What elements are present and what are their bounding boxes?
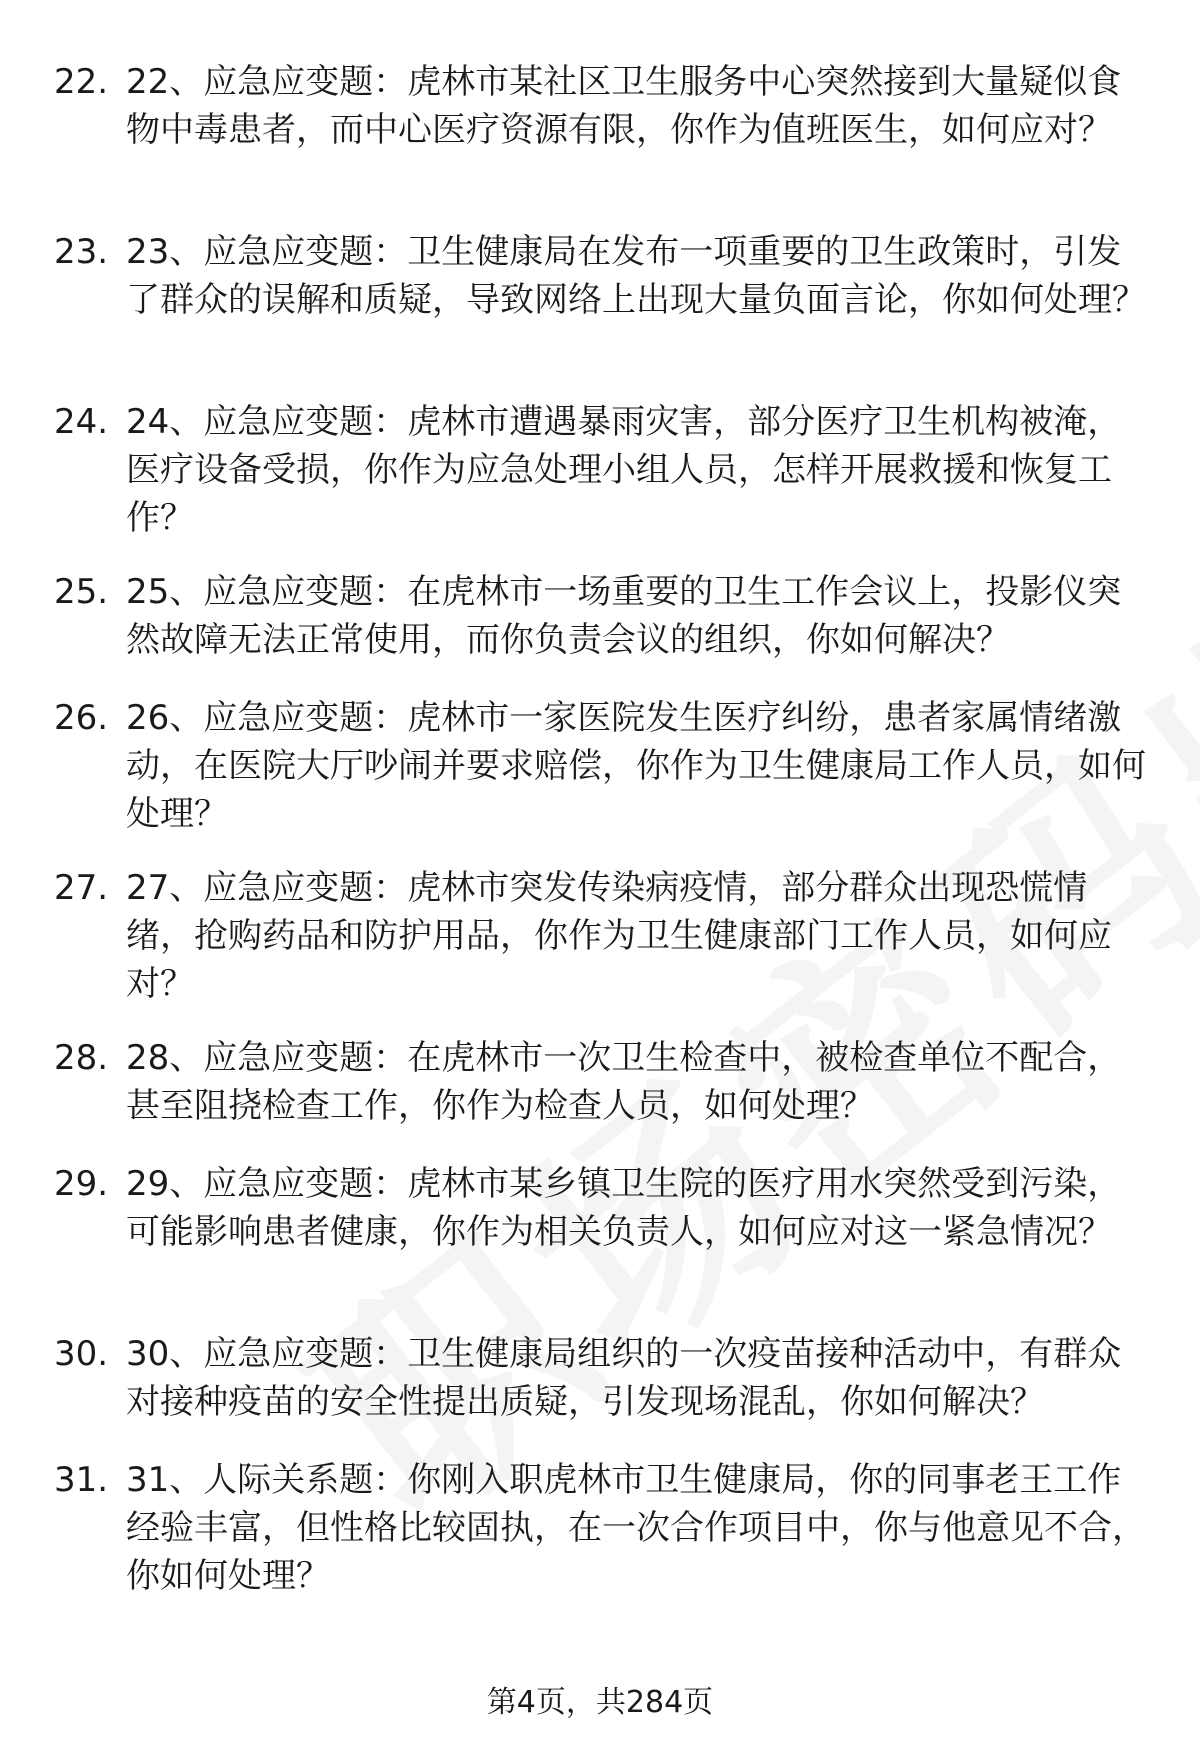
question-number: 25. [54, 572, 109, 612]
question-text: 31、人际关系题：你刚入职虎林市卫生健康局，你的同事老王工作经验丰富，但性格比较固执，在一次合作项目中，你与他意见不合，你如何处理？ [126, 1460, 1146, 1596]
question-item [0, 228, 1200, 398]
question-text: 25、应急应变题：在虎林市一场重要的卫生工作会议上，投影仪突然故障无法正常使用，而你负责会议的组织，你如何解决？ [126, 572, 1122, 660]
question-list [0, 58, 1200, 1626]
question-text: 23、应急应变题：卫生健康局在发布一项重要的卫生政策时，引发了群众的误解和质疑，导致网络上出现大量负面言论，你如何处理？ [126, 232, 1146, 320]
question-number: 23. [54, 232, 109, 272]
question-item [0, 1034, 1200, 1160]
question-number: 22. [54, 62, 109, 102]
question-item [0, 1160, 1200, 1330]
question-text: 27、应急应变题：虎林市突发传染病疫情，部分群众出现恐慌情绪，抢购药品和防护用品，你作为卫生健康部门工作人员，如何应对？ [126, 868, 1112, 1004]
question-item [0, 694, 1200, 864]
question-item [0, 568, 1200, 694]
question-item [0, 1456, 1200, 1626]
question-text: 24、应急应变题：虎林市遭遇暴雨灾害，部分医疗卫生机构被淹，医疗设备受损，你作为应急处理小组人员，怎样开展救援和恢复工作？ [126, 402, 1122, 538]
question-text: 29、应急应变题：虎林市某乡镇卫生院的医疗用水突然受到污染，可能影响患者健康，你作为相关负责人，如何应对这一紧急情况？ [126, 1164, 1122, 1252]
question-item [0, 864, 1200, 1034]
question-number: 27. [54, 868, 109, 908]
question-number: 30. [54, 1334, 109, 1374]
question-number: 26. [54, 698, 109, 738]
question-item [0, 398, 1200, 568]
page-footer: 第4页，共284页 [486, 1685, 714, 1720]
question-number: 29. [54, 1164, 109, 1204]
question-text: 30、应急应变题：卫生健康局组织的一次疫苗接种活动中，有群众对接种疫苗的安全性提出质疑，引发现场混乱，你如何解决？ [126, 1334, 1122, 1422]
question-item [0, 1330, 1200, 1456]
question-text: 22、应急应变题：虎林市某社区卫生服务中心突然接到大量疑似食物中毒患者，而中心医疗资源有限，你作为值班医生，如何应对？ [126, 62, 1122, 150]
question-text: 26、应急应变题：虎林市一家医院发生医疗纠纷，患者家属情绪激动，在医院大厅吵闹并要求赔偿，你作为卫生健康局工作人员，如何处理？ [126, 698, 1146, 834]
question-number: 31. [54, 1460, 109, 1500]
question-number: 28. [54, 1038, 109, 1078]
question-item [0, 58, 1200, 228]
question-number: 24. [54, 402, 109, 442]
question-text: 28、应急应变题：在虎林市一次卫生检查中，被检查单位不配合，甚至阻挠检查工作，你作为检查人员，如何处理？ [126, 1038, 1122, 1126]
